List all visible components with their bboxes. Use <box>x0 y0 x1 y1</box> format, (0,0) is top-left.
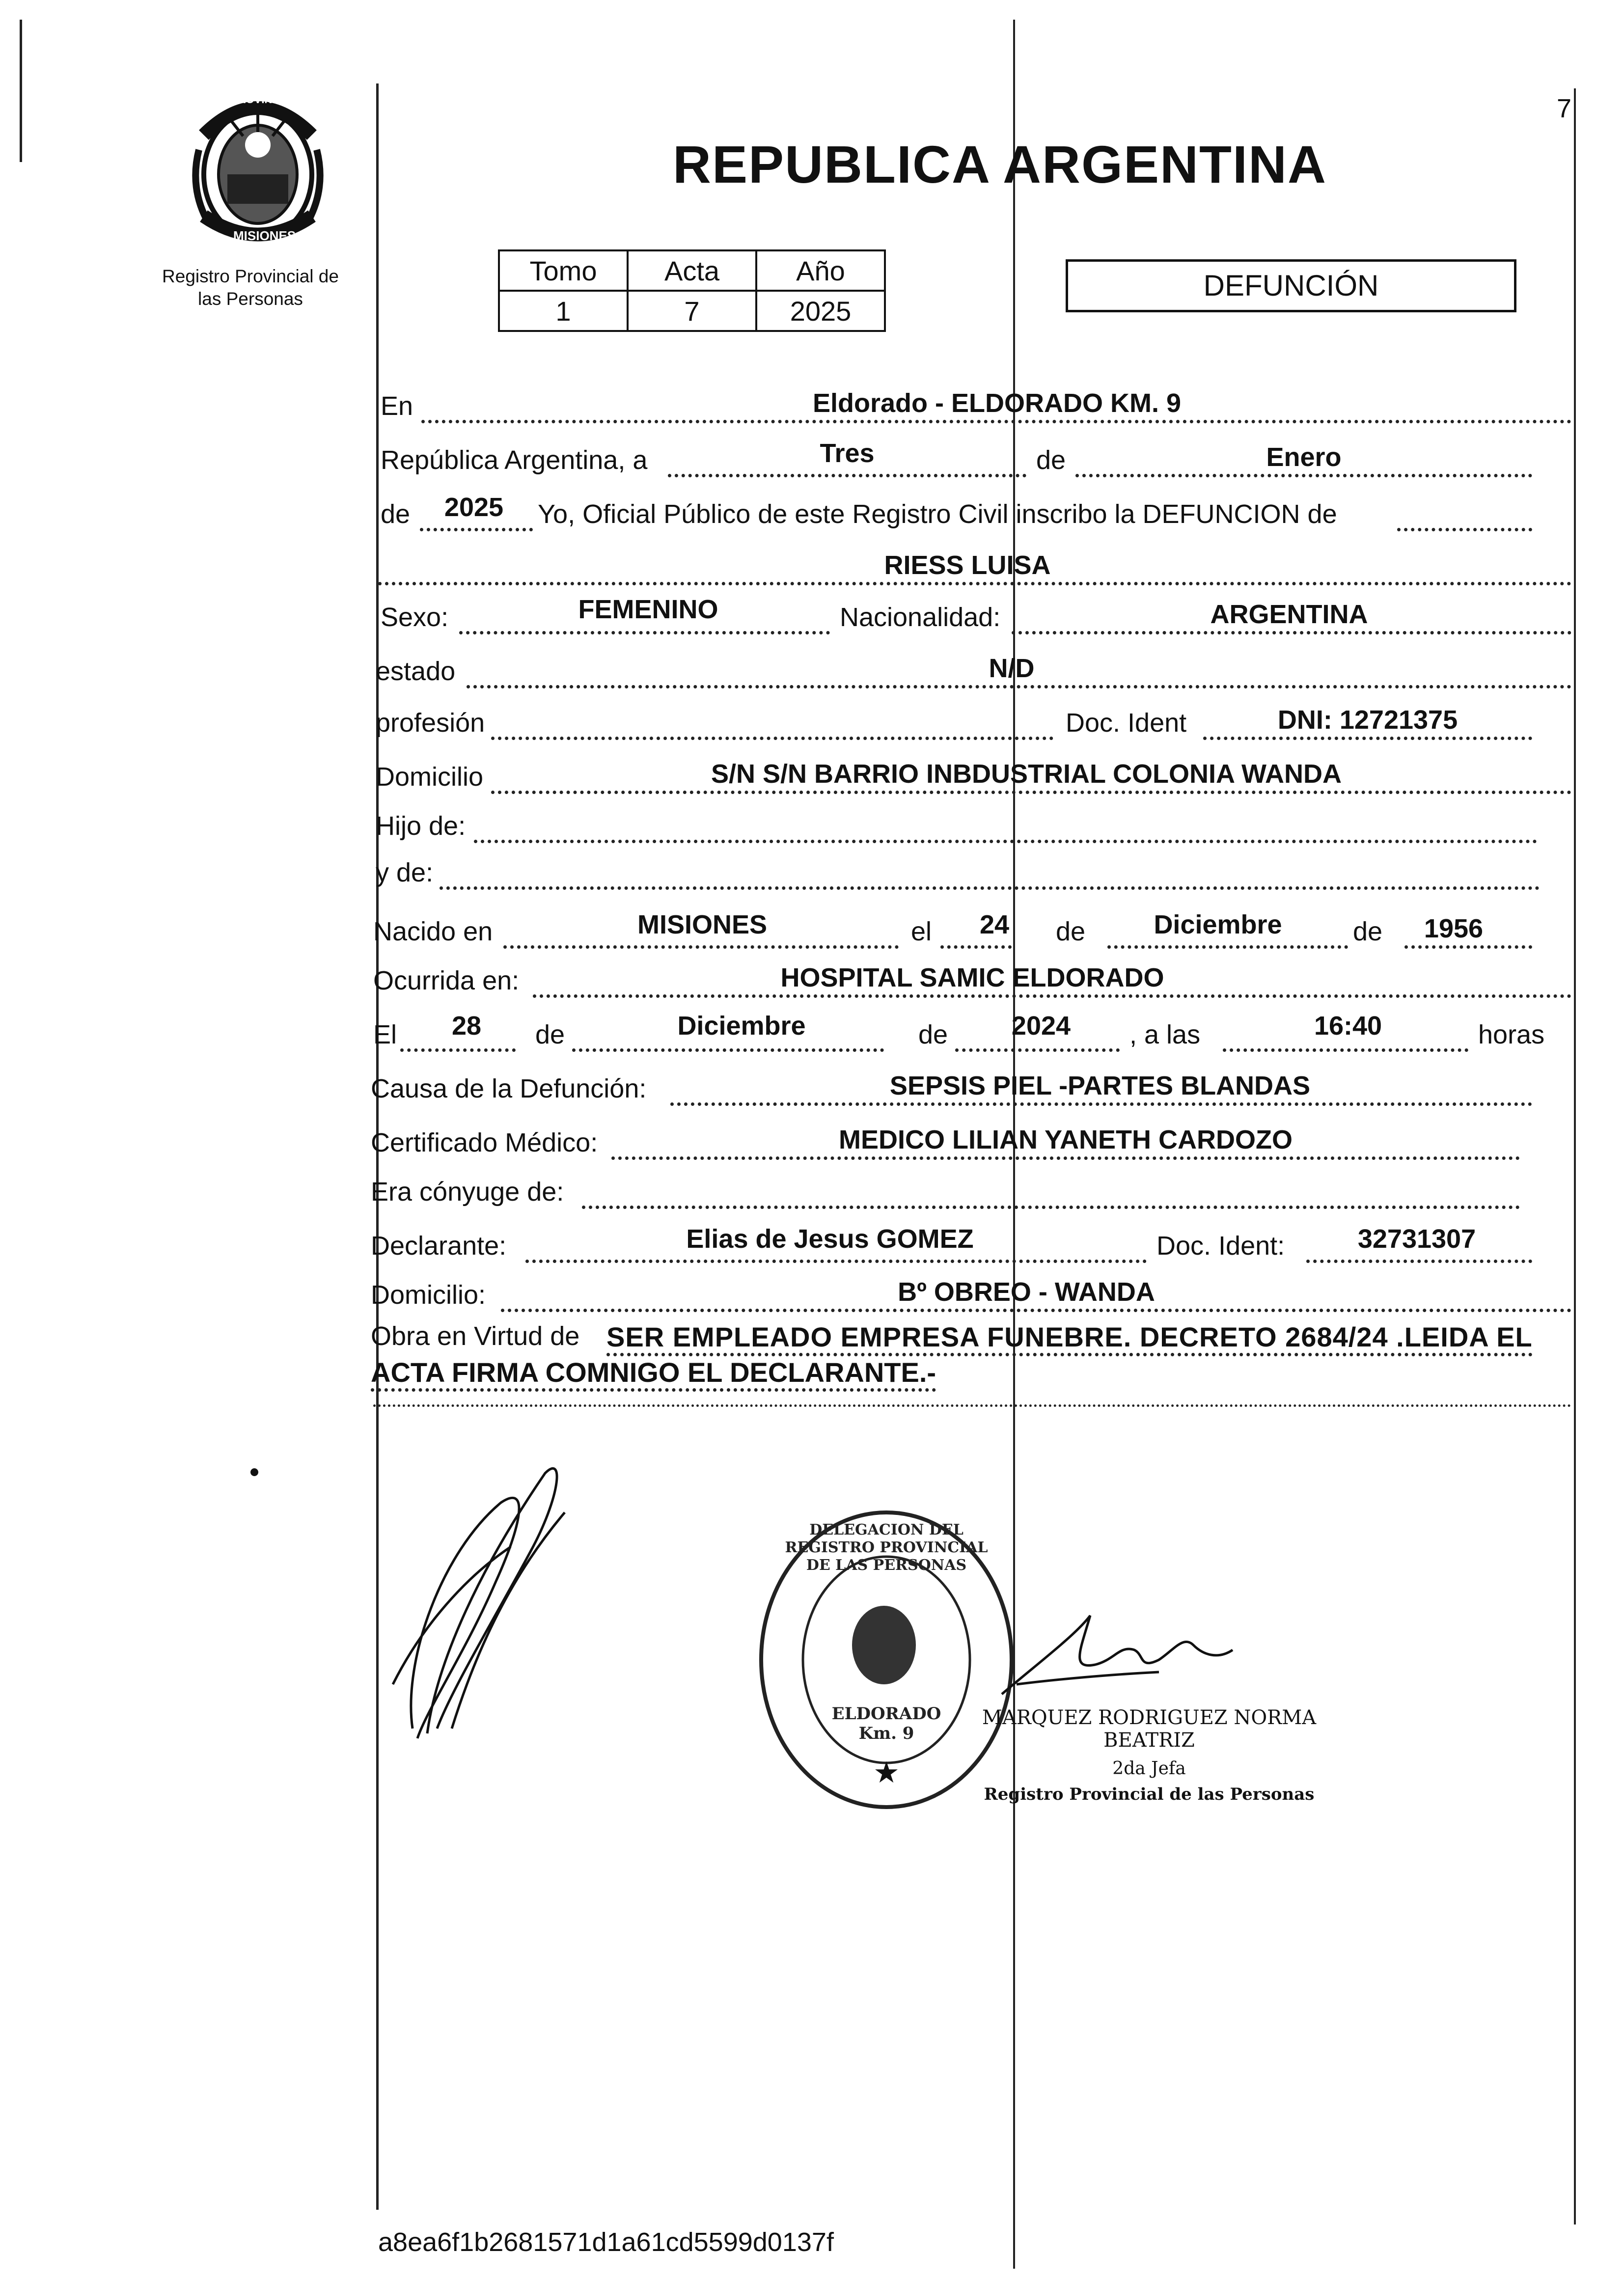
dotted-line <box>501 1309 1571 1312</box>
row-profesion <box>0 690 1624 744</box>
row-conyuge <box>0 1159 1624 1213</box>
label-sexo: Sexo: <box>381 603 449 632</box>
label-estado: estado <box>376 657 456 686</box>
svg-text:★: ★ <box>873 1756 900 1790</box>
label-causa: Causa de la Defunción: <box>371 1074 647 1103</box>
value-decl-doc: 32731307 <box>1357 1224 1476 1254</box>
value-dia: Tres <box>820 439 875 468</box>
dotted-line <box>1075 474 1532 477</box>
row-yde <box>0 840 1624 894</box>
dotted-line <box>491 737 1053 740</box>
value-certificado: MEDICO LILIAN YANETH CARDOZO <box>838 1125 1293 1154</box>
label-declarante: Declarante: <box>371 1231 507 1261</box>
label-horas: horas <box>1478 1020 1545 1049</box>
value-nac-anio: 1956 <box>1424 914 1484 943</box>
value-nacionalidad: ARGENTINA <box>1210 600 1368 629</box>
row-decl-domicilio <box>0 1262 1624 1316</box>
label-obra: Obra en Virtud de <box>371 1321 580 1351</box>
table-header-tomo: Tomo <box>499 250 628 291</box>
row-fecha <box>0 427 1624 481</box>
dotted-line <box>421 420 1571 423</box>
row-causa <box>0 1056 1624 1110</box>
label-conyuge: Era cónyuge de: <box>371 1177 564 1207</box>
row-estado <box>0 638 1624 692</box>
logo-caption-line2: las Personas <box>198 289 303 309</box>
dotted-line <box>670 1102 1532 1106</box>
seal-inner-text: ELDORADO Km. 9 <box>831 1704 941 1743</box>
row-nombre <box>0 535 1624 589</box>
dotted-line <box>533 994 1571 998</box>
row-domicilio <box>0 744 1624 798</box>
label-profesion: profesión <box>376 708 485 738</box>
logo-text-top: PROVINCIA DE <box>231 93 309 106</box>
dotted-line <box>467 685 1571 688</box>
dotted-line <box>668 474 1026 477</box>
label-el2: El <box>373 1020 397 1049</box>
value-obra-line2: ACTA FIRMA COMNIGO EL DECLARANTE.- <box>371 1356 936 1392</box>
row-declarante <box>0 1213 1624 1267</box>
row-sexo <box>0 584 1624 638</box>
row-ocurrida <box>0 948 1624 1002</box>
dotted-line <box>955 1048 1120 1052</box>
scan-dot <box>250 1468 258 1476</box>
label-doc-ident: Doc. Ident <box>1066 708 1187 738</box>
value-nac-mes: Diciembre <box>1154 910 1282 939</box>
label-de-c: de <box>535 1020 565 1049</box>
value-estado: N/D <box>989 654 1035 683</box>
row-certificado <box>0 1110 1624 1164</box>
footer-hash: a8ea6f1b2681571d1a61cd5599d0137f <box>378 2227 834 2257</box>
dotted-line <box>1397 528 1532 531</box>
official-name: MARQUEZ RODRIGUEZ NORMA BEATRIZ <box>982 1706 1317 1752</box>
seal-outer-text: DELEGACION DEL REGISTRO PROVINCIAL DE LAS PERSONAS <box>785 1521 988 1574</box>
row-fecha-defuncion <box>0 1002 1624 1056</box>
label-yo: Yo, Oficial Público de este Registro Civil inscribo la DEFUNCION de <box>538 499 1337 529</box>
value-def-dia: 28 <box>451 1011 482 1041</box>
label-nacido: Nacido en <box>373 917 493 946</box>
value-mes: Enero <box>1266 442 1342 472</box>
value-declarante: Elias de Jesus GOMEZ <box>686 1224 974 1254</box>
value-place: Eldorado - ELDORADO KM. 9 <box>812 388 1182 418</box>
table-cell-anio: 2025 <box>756 291 885 331</box>
label-yde: y de: <box>376 858 434 887</box>
row-obra <box>371 1321 1559 1389</box>
label-de-b: de <box>1353 917 1383 946</box>
label-el: el <box>911 917 932 946</box>
official-role: 2da Jefa <box>1112 1758 1186 1779</box>
page-number: 7 <box>1557 94 1572 123</box>
value-nombre: RIESS LUISA <box>884 550 1051 580</box>
value-decl-domicilio: Bº OBREO - WANDA <box>898 1277 1155 1307</box>
value-anio: 2025 <box>444 493 504 522</box>
label-de-a: de <box>1056 917 1086 946</box>
label-republica: República Argentina, a <box>381 445 648 475</box>
dotted-line <box>440 886 1540 890</box>
dotted-line <box>400 1048 516 1052</box>
dotted-line <box>1203 737 1532 740</box>
official-office: Registro Provincial de las Personas <box>984 1785 1315 1804</box>
official-signature <box>997 1606 1272 1704</box>
value-nac-dia: 24 <box>979 910 1010 939</box>
label-de-d: de <box>918 1020 948 1049</box>
table-header-acta: Acta <box>628 250 756 291</box>
dotted-line <box>572 1048 884 1052</box>
table-cell-acta: 7 <box>628 291 756 331</box>
dotted-line <box>582 1206 1520 1209</box>
value-sexo: FEMENINO <box>578 595 718 624</box>
official-stamp <box>977 1706 1321 1804</box>
value-obra-line1: SER EMPLEADO EMPRESA FUNEBRE. DECRETO 2684/24 .LEIDA EL <box>606 1321 1533 1356</box>
dotted-line <box>1223 1048 1468 1052</box>
value-dni: DNI: 12721375 <box>1277 705 1458 735</box>
dotted-line <box>1012 631 1571 634</box>
row-hijo <box>0 793 1624 847</box>
page-title: REPUBLICA ARGENTINA <box>673 135 1327 194</box>
label-hijo: Hijo de: <box>376 811 466 841</box>
dotted-line <box>459 631 830 634</box>
value-domicilio: S/N S/N BARRIO INBDUSTRIAL COLONIA WANDA <box>711 759 1342 789</box>
label-domicilio: Domicilio <box>376 762 484 792</box>
value-def-hora: 16:40 <box>1314 1011 1382 1041</box>
doc-type-label: DEFUNCIÓN <box>1203 269 1379 302</box>
form-bottom-rule <box>373 1404 1571 1407</box>
logo-caption-line1: Registro Provincial de <box>162 266 339 286</box>
label-decl-domicilio: Domicilio: <box>371 1280 486 1310</box>
row-nacido <box>0 899 1624 953</box>
label-nacionalidad: Nacionalidad: <box>840 603 1001 632</box>
value-def-anio: 2024 <box>1011 1011 1071 1041</box>
table-cell-tomo: 1 <box>499 291 628 331</box>
value-ocurrida: HOSPITAL SAMIC ELDORADO <box>780 963 1164 992</box>
value-causa: SEPSIS PIEL -PARTES BLANDAS <box>889 1071 1311 1100</box>
value-nacido-en: MISIONES <box>637 910 768 939</box>
label-ocurrida: Ocurrida en: <box>373 966 520 995</box>
row-en <box>0 373 1624 427</box>
table-header-anio: Año <box>756 250 885 291</box>
label-certificado: Certificado Médico: <box>371 1128 598 1157</box>
value-def-mes: Diciembre <box>677 1011 806 1041</box>
label-de: de <box>1036 445 1066 475</box>
dotted-line <box>420 528 533 531</box>
label-de2: de <box>381 499 411 529</box>
logo-text-bottom: MISIONES <box>233 228 296 243</box>
row-yo <box>0 481 1624 535</box>
label-en: En <box>381 391 413 421</box>
label-decl-doc: Doc. Ident: <box>1156 1231 1285 1261</box>
declarant-signature <box>383 1454 589 1758</box>
label-alas: , a las <box>1129 1020 1201 1049</box>
